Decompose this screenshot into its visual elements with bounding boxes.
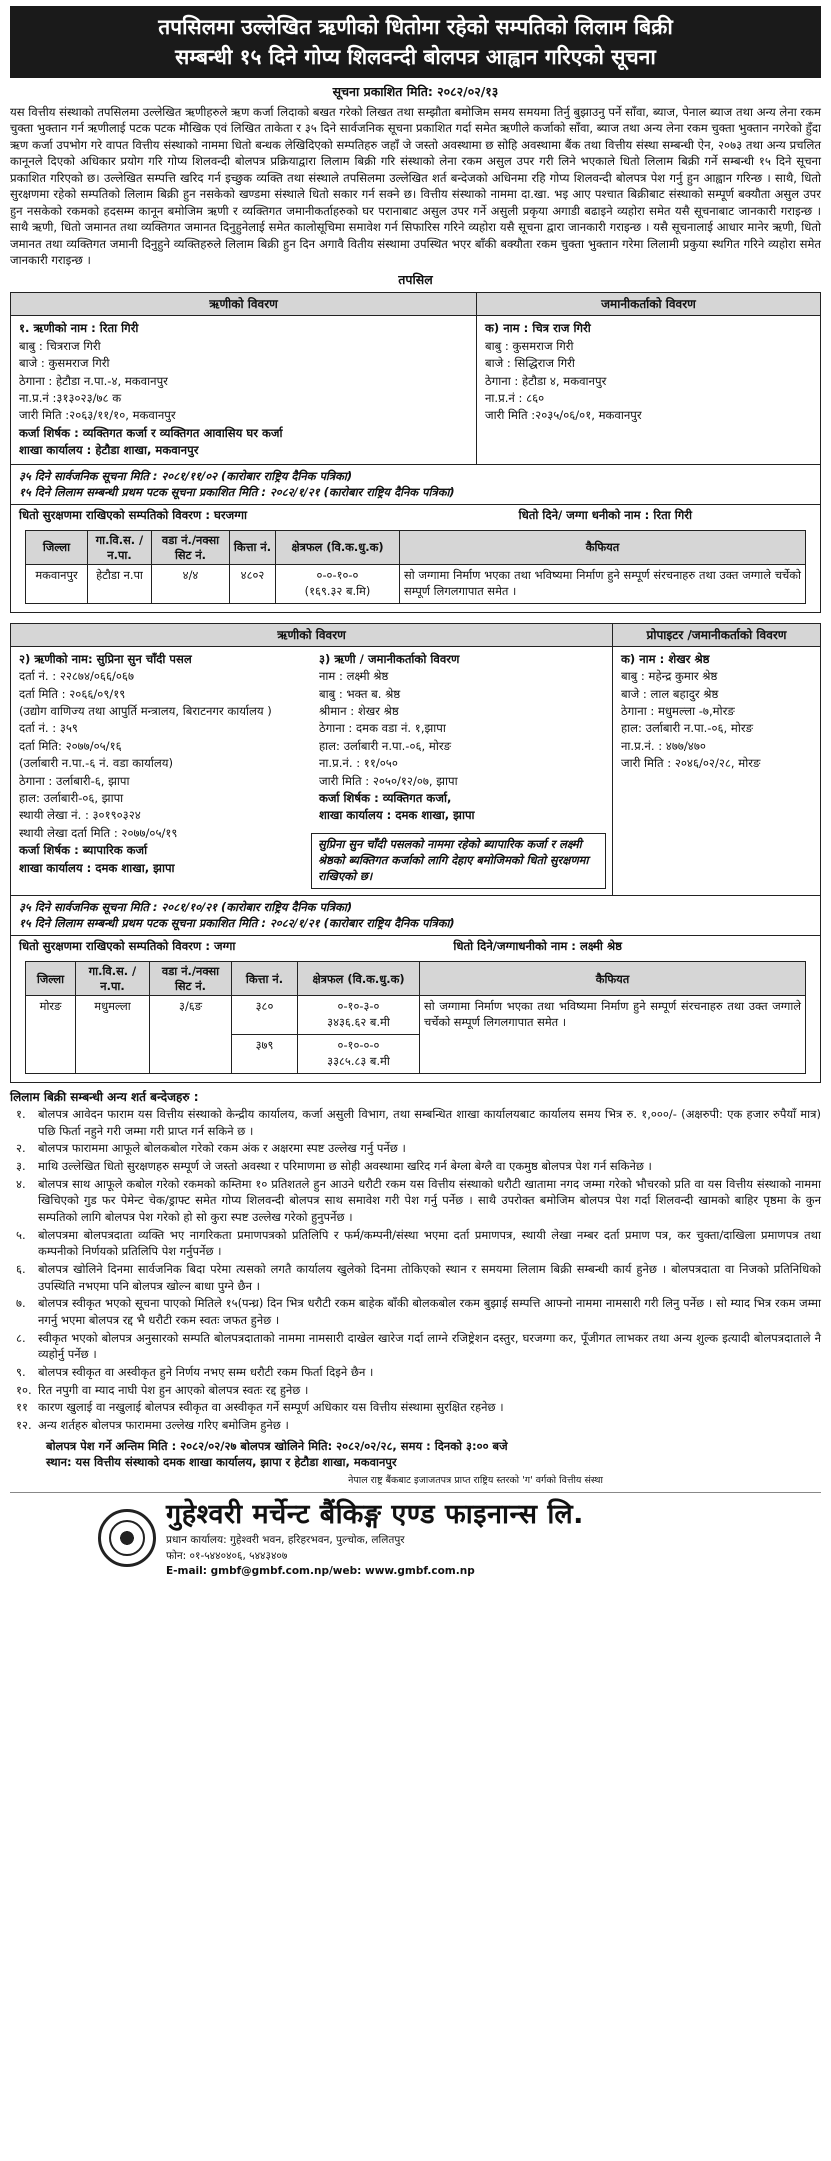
case-2-debtor-line: कर्जा शिर्षक : ब्यापारिक कर्जा (19, 843, 148, 858)
case-2-debtor-line: हाल: उर्लाबारी-०६, झापा (19, 791, 124, 806)
term-item (10, 1227, 821, 1260)
column-header: क्षेत्रफल (वि.क.धु.क) (276, 531, 400, 565)
case-2-debtor-column (11, 647, 311, 895)
case-2-debtor-line: दर्ता नं. : ३५९ (19, 721, 78, 736)
column-header: वडा नं./नक्सा सिट नं. (152, 531, 230, 565)
column-header: गा.वि.स. /न.पा. (88, 531, 152, 565)
term-item (10, 1176, 821, 1226)
area-cell (276, 564, 400, 603)
area-cell (298, 995, 420, 1034)
area-value-sqm: ३४३६.६२ ब.मी (327, 1014, 390, 1029)
term-text: बोलपत्र साथ आफूले कबोल गरेको रकमको कम्तिमा १० प्रतिशतले हुन आउने धरौटी रकम यस वित्तीय संस्थाको धरौटी खातामा नगद जम्मा गरेको भौचरको प्रति वा यस वित्तीय संस्थाको नाममा खिचिएको गुड फर पेमेन्ट चेक/ड्राफ्ट समेत गोप्य शिलवन्दी बोलपत्र साथ समावेश गरी पेश गर्नु पर्नेछ । साथै उपरोक्त बमोजिम बोलपत्र पेश गर्दा शिलवन्दी खामको बाहिर पृष्ठमा के कुन सम्पतिको लागि बोलपत्र पेश गरेको हो सो कुरा स्पष्ट उल्लेख गरेको हुनुपर्नेछ । (38, 1176, 821, 1225)
column-header: जिल्ला (26, 531, 88, 565)
term-number: ७. (16, 1296, 26, 1311)
term-number: १. (16, 1107, 26, 1121)
case-2-guarantor-b-line: श्रीमान : शेखर श्रेष्ठ (319, 704, 399, 719)
case-1-debtor-line: ना.प्र.नं :३१३०२३/७८ क (19, 391, 122, 406)
bank-info (166, 1497, 584, 1579)
case-1-guarantor-column (476, 293, 820, 463)
term-text: बोलपत्र आवेदन फाराम यस वित्तीय संस्थाको केन्द्रीय कार्यालय, कर्जा असुली विभाग, तथा सम्बन्धित शाखा कार्यालयबाट कार्यालय समय भित्र रु. १,०००/- (अक्षरुपी: एक हजार रुपैयाँ मात्र) पछि फिर्ता नहुने गरी जम्मा गरी प्राप्त गर्न सकिने छ । (38, 1107, 821, 1138)
case-1-owner-label: धितो दिने/ जग्गा धनीको नाम : रिता गिरी (518, 507, 692, 522)
term-text: बोलपत्रमा बोलपत्रदाता व्यक्ति भए नागरिकता प्रमाणपत्रको प्रतिलिपि र फर्म/कम्पनी/संस्था भएमा दर्ता प्रमाणपत्र, स्थायी लेखा नम्बर दर्ता प्रमाण पत्र, कर चुक्ता/दाखिला प्रमाणपत्र तथा कम्पनीको निर्णयको प्रतिलिपि पेश गर्नुपर्नेछ । (38, 1227, 821, 1259)
term-number: ११ (16, 1400, 28, 1415)
case-2-debtor-line: स्थायी लेखा दर्ता मिति : २०७७/०५/१९ (19, 825, 178, 840)
case-2-proprietor-line: बाजे : लाल बहादुर श्रेष्ठ (621, 686, 719, 701)
case-1-debtor-line: कर्जा शिर्षक : व्यक्तिगत कर्जा र व्यक्तिगत आवासिय घर कर्जा (19, 425, 283, 440)
kitta-cell: ३८० (232, 995, 298, 1034)
case-1-guarantor-line: ठेगाना : हेटौडा ४, मकवानपुर (485, 373, 607, 388)
case-2-guarantor-b-line: बाबु : भक्त ब. श्रेष्ठ (319, 686, 401, 701)
case-1-debtor-line: जारी मिति :२०६३/११/१०, मकवानपुर (19, 408, 176, 423)
column-header: जिल्ला (26, 962, 76, 996)
case-2-proprietor-line: ठेगाना : मधुमल्ला -७,मोरङ (621, 704, 735, 719)
case-1-guarantor-line: ना.प्र.नं : ८६० (485, 391, 545, 406)
case-1-guarantor-line: क) नाम : चित्र राज गिरी (485, 321, 591, 336)
regulator-line: नेपाल राष्ट्र बैंकबाट इजाजतपत्र प्राप्त राष्ट्रिय स्तरको 'ग' वर्गको वित्तीय संस्था (348, 1475, 603, 1487)
case-2-proprietor-line: बाबु : महेन्द्र कुमार श्रेष्ठ (621, 669, 718, 684)
term-text: रित नपुगी वा म्याद नाघी पेश हुन आएको बोलपत्र स्वतः रद्द हुनेछ । (38, 1382, 309, 1397)
term-item (10, 1399, 821, 1416)
case-1-debtor-line: बाबु : चित्रराज गिरी (19, 338, 101, 353)
table-row (26, 995, 806, 1034)
deadline-location: स्थान: यस वित्तीय संस्थाको दमक शाखा कार्यालय, झापा र हेटौडा शाखा, मकवानपुर (46, 1455, 397, 1470)
ward-cell: ४/४ (152, 564, 230, 603)
column-header: कित्ता नं. (232, 962, 298, 996)
term-item (10, 1140, 821, 1157)
kitta-cell: ३७९ (232, 1034, 298, 1073)
area-cell (298, 1034, 420, 1073)
deadline-dates: बोलपत्र पेश गर्ने अन्तिम मिति : २०८२/०२/२७ बोलपत्र खोलिने मिति: २०८२/०२/२८, समय : दिनको ३:०० बजे (46, 1438, 508, 1453)
case-1-notice-15: १५ दिने लिलाम सम्बन्धी प्रथम पटक सूचना प्रकाशित मिति : २०८२/१/२१ (कारोबार राष्ट्रिय दैनिक पत्रिका) (19, 485, 455, 500)
case-2-notice-15: १५ दिने लिलाम सम्बन्धी प्रथम पटक सूचना प्रकाशित मिति : २०८२/१/२१ (कारोबार राष्ट्रिय दैनिक पत्रिका) (19, 916, 455, 931)
area-value: ०-१०-३-० (337, 998, 380, 1013)
term-text: स्वीकृत भएको बोलपत्र अनुसारको सम्पति बोलपत्रदाताको नाममा नामसारी दाखेल खारेज गर्दा लाग्ने रजिष्ट्रेशन दस्तुर, घरजग्गा कर, पूँजीगत लाभकर तथा अन्य शुल्क इत्यादी बोलपत्रदाताले नै व्यहोर्नु पर्नेछ । (38, 1330, 821, 1362)
term-item (10, 1106, 821, 1139)
term-item (10, 1417, 821, 1434)
term-number: २. (16, 1141, 26, 1156)
bank-logo-icon (98, 1509, 156, 1567)
case-1-debtor-line: शाखा कार्यालय : हेटौडा शाखा, मकवानपुर (19, 443, 199, 458)
case-2-owner-label: धितो दिने/जग्गाधनीको नाम : लक्ष्मी श्रेष्ठ (453, 938, 622, 953)
banner-line-2: सम्बन्धी १५ दिने गोप्य शिलवन्दी बोलपत्र आह्वान गरिएको सूचना (175, 45, 656, 69)
column-header: कैफियत (400, 531, 806, 565)
case-1-guarantor-header: जमानीकर्ताको विवरण (477, 293, 820, 316)
case-2-debtor-line: स्थायी लेखा नं. : ३०१९०३२४ (19, 808, 141, 823)
case-2-proprietor-line: क) नाम : शेखर श्रेष्ठ (621, 651, 710, 666)
deadline-block (10, 1438, 821, 1471)
case-1-notice-35: ३५ दिने सार्वजनिक सूचना मिति : २०८१/११/०२ (कारोबार राष्ट्रिय दैनिक पत्रिका) (19, 468, 353, 483)
case-2-debtor-area (11, 624, 612, 895)
intro-paragraph: यस वित्तीय संस्थाको तपसिलमा उल्लेखित ऋणीहरुले ऋण कर्जा लिदाको बखत गरेको लिखत तथा सम्झौता बमोजिम समय समयमा तिर्नु बुझाउनु पर्ने साँवा, ब्याज, पेनाल ब्याज तथा अन्य लेना रकम चुक्ता भुक्तान गर्न ऋणीलाई पटक पटक मौखिक एवं लिखित ताकेता र ३५ दिने सार्वजनिक सूचना प्रकाशित गर्दा समेत ऋणीले कर्जाको साँवा, ब्याज तथा अन्य लेना रकम चुक्ता भुक्तान नगरेको हुँदा ऋण कर्जा उपभोग गरे वापत वित्तीय संस्थाको नाममा धितो बन्धक लेखिदिएको सम्पतिहरु जहाँ जे जस्तो अवस्थामा छ सोहि अवस्थामा बैंक तथा वित्तीय संस्था सम्बन्धी ऐन, २०७३ तथा अन्य प्रचलित कानूनले दिएको अधिकार प्रयोग गरि गोप्य शिलवन्दी बोलपत्र प्रक्रियाद्वारा लिलाम बिक्री गरि संस्थाको लेना रकम असुल उपर गरी लिने भएकाले धितो लिलाम बिक्री गर्ने सम्बन्धी १५ दिने सूचना प्रकाशित गरिएको छ। उल्लेखित सम्पत्ति खरिद गर्न इच्छुक व्यक्ति तथा संस्थाले तपसिलमा उल्लेखित शर्त बन्देजको अधिनमा रहि गोप्य शिलवन्दी बोलपत्र पेश गर्नु हुन आह्वान गरिन्छ । साथै, धितो सुरक्षणमा रहेको सम्पतिको लिलाम बिक्री हुन नसकेको खण्डमा संस्थाले धितो सकार गर्न सक्ने छ। वित्तीय संस्थाको नाममा दा.खा. भइ आए पश्चात बिक्रीबाट संस्थाको सम्पूर्ण बक्यौता असुल उपर हुन नसकेको रकमको हदसम्म कानून बमोजिम ऋणी र व्यक्तिगत जमानीकर्ताहरुको घर परानाबाट असुल उपर गर्ने असुली प्रकृया अगाडी बढाइने व्यहोरा समेत यसै सूचनाबाट जानकारी गराइन्छ । साथै ऋणी, धितो जमानत तथा व्यक्तिगत जमानत दिनुहुनेलाई समेत कालोसूचिमा समावेश गर्न सिफारिस गरिने व्यहोरा यसै सूचना द्वारा जानकारी गराइन्छ । यसै सूचनालाई आधार मानेर ऋणी, धितो जमानत तथा व्यक्तिगत जमानी दिनुहुने व्यक्तिहरुले लिलाम बिक्री हुन दिन अगावै वितीय संस्थामा उपस्थित भएर बाँकी बक्यौता रकम चुक्ता भुक्तान गरेमा लिलामी प्रकुया स्थगित गरिने व्यहोरा समेत जानकारी गराइन्छ । (10, 104, 821, 267)
case-2-guarantor-b-column (311, 647, 612, 895)
case-1-debtor-line: १. ऋणीको नाम : रिता गिरी (19, 321, 139, 336)
column-header: कैफियत (420, 962, 806, 996)
term-item (10, 1261, 821, 1294)
vdc-cell: हेटौडा न.पा (88, 564, 152, 603)
bank-email-web: E-mail: gmbf@gmbf.com.np/web: www.gmbf.com.np (166, 1564, 475, 1577)
case-2-security-label: धितो सुरक्षणमा राखिएको सम्पतिको विवरण : जग्गा (19, 938, 236, 953)
publish-date: सूचना प्रकाशित मिति: २०८२/०२/१३ (332, 84, 499, 99)
bank-phone: फोन: ०१-५४४०४०६, ५४४३४०७ (166, 1549, 288, 1562)
term-number: ४. (16, 1176, 26, 1191)
banner-line-1: तपसिलमा उल्लेखित ऋणीको धितोमा रहेको सम्पतिको लिलाम बिक्री (158, 15, 673, 39)
area-value: ०-०-१०-० (316, 567, 359, 582)
column-header: क्षेत्रफल (वि.क.धु.क) (298, 962, 420, 996)
kitta-cell: ४८०२ (230, 564, 276, 603)
area-value-sqm: ३३८५.८३ ब.मी (327, 1053, 390, 1068)
bank-address: प्रधान कार्यालय: गुहेश्वरी भवन, हरिहरभवन, पुल्चोक, ललितपुर (166, 1534, 405, 1547)
term-number: १०. (16, 1382, 32, 1397)
case-2-box (10, 623, 821, 1083)
ward-cell: ३/६ङ (150, 995, 232, 1073)
case-2-proprietor-column (612, 624, 820, 895)
term-text: कारण खुलाई वा नखुलाई बोलपत्र स्वीकृत वा अस्वीकृत गर्ने सम्पूर्ण अधिकार यस वित्तीय संस्थामा सुरक्षित रहनेछ । (38, 1400, 504, 1415)
term-number: ९. (16, 1365, 26, 1380)
term-number: ६. (16, 1262, 26, 1277)
details-heading: तपसिल (398, 272, 433, 288)
case-2-guarantor-b-line: ठेगाना : दमक वडा नं. १,झापा (319, 721, 446, 736)
term-text: बोलपत्र फाराममा आफूले बोलकबोल गरेको रकम अंक र अक्षरमा स्पष्ट उल्लेख गर्नु पर्नेछ । (38, 1141, 406, 1156)
case-2-property-table (25, 961, 806, 1073)
case-1-debtor-line: ठेगाना : हेटौडा न.पा.-४, मकवानपुर (19, 373, 168, 388)
area-value: ०-१०-०-० (337, 1037, 380, 1052)
case-2-proprietor-line: ना.प्र.नं. : ४७७/४७० (621, 738, 706, 753)
case-1-debtor-line: बाजे : कुसमराज गिरी (19, 356, 110, 371)
term-number: ८. (16, 1330, 26, 1345)
case-2-guarantor-b-line: कर्जा शिर्षक : व्यक्तिगत कर्जा, (319, 791, 452, 806)
bank-footer (10, 1492, 821, 1579)
column-header: कित्ता नं. (230, 531, 276, 565)
case-2-debtor-line: (उद्योग वाणिज्य तथा आपुर्ति मन्त्रालय, बिराटनगर कार्यालय ) (19, 704, 272, 719)
case-2-debtor-line: ठेगाना : उर्लाबारी-६, झापा (19, 773, 130, 788)
term-number: ५. (16, 1227, 26, 1242)
case-1-guarantor-line: बाजे : सिद्धिराज गिरी (485, 356, 575, 371)
column-header: गा.वि.स. /न.पा. (76, 962, 150, 996)
term-text: माथि उल्लेखित धितो सुरक्षणहरु सम्पूर्ण जे जस्तो अवस्था र परिमाणमा छ सोही अवस्थामा खरिद गर्न बेग्ला बेग्लै वा एकमुष्ठ बोलपत्र पेश गर्न सकिनेछ । (38, 1159, 652, 1174)
district-cell: मोरङ (26, 995, 76, 1073)
case-1-guarantor-line: जारी मिति :२०३५/०६/०१, मकवानपुर (485, 408, 642, 423)
case-1-guarantor-line: बाबु : कुसमराज गिरी (485, 338, 574, 353)
term-text: बोलपत्र स्वीकृत वा अस्वीकृत हुने निर्णय नभए सम्म धरौटी रकम फिर्ता दिइने छैन । (38, 1365, 374, 1380)
term-text: बोलपत्र खोलिने दिनमा सार्वजनिक बिदा परेमा त्यसको लगतै कार्यालय खुलेको दिनमा तोकिएको स्थान र समयमा लिलाम बिक्री सम्बन्धी कार्य हुनेछ । बोलपत्रदाता वा निजको प्रतिनिधिको उपस्थिति नभएमा पनि बोलपत्र खोल्न बाधा पुग्ने छैन । (38, 1262, 821, 1293)
term-item (10, 1364, 821, 1381)
case-2-proprietor-header: प्रोपाइटर /जमानीकर्ताको विवरण (613, 624, 820, 647)
remarks-cell: सो जग्गामा निर्माण भएका तथा भविष्यमा निर्माण हुने सम्पूर्ण संरचनाहरु तथा उक्त जग्गाले चर्चेको सम्पूर्ण लिगलगापात समेत । (400, 564, 806, 603)
column-header: वडा नं./नक्सा सिट नं. (150, 962, 232, 996)
case-2-proprietor-line: हाल: उर्लाबारी न.पा.-०६, मोरङ (621, 721, 753, 736)
case-2-guarantor-b-line: हाल: उर्लाबारी न.पा.-०६, मोरङ (319, 738, 451, 753)
term-text: अन्य शर्तहरु बोलपत्र फाराममा उल्लेख गरिए बमोजिम हुनेछ । (38, 1418, 289, 1433)
case-1-security-line (11, 504, 820, 527)
vdc-cell: मधुमल्ला (76, 995, 150, 1073)
case-1-notice-block (11, 464, 820, 504)
term-item (10, 1158, 821, 1175)
terms-title: लिलाम बिक्री सम्बन्धी अन्य शर्त बन्देजहरु : (10, 1089, 199, 1104)
case-2-notice-block (11, 895, 820, 935)
term-item (10, 1330, 821, 1363)
case-2-guarantor-b-line: शाखा कार्यालय : दमक शाखा, झापा (319, 808, 475, 823)
case-2-debtor-line: दर्ता नं. : २२८७४/०६६/०६७ (19, 669, 134, 684)
case-1-debtor-header: ऋणीको विवरण (11, 293, 476, 316)
term-text: बोलपत्र स्वीकृत भएको सूचना पाएको मितिले १५(पन्ध्र) दिन भित्र धरौटी रकम बाहेक बाँकी बोलकबोल रकम बुझाई सम्पत्ति आफ्नो नाममा नामसारी गरी लिनु पर्नेछ । सो म्याद भित्र रकम जम्मा नगर्नु भएमा बोलपत्र रद्द भै धरौटी रकम स्वतः जफत हुनेछ । (38, 1296, 821, 1328)
case-1-box (10, 292, 821, 612)
case-2-guarantor-b-line: ३) ऋणी / जमानीकर्ताको विवरण (319, 651, 460, 666)
area-value-sqm: (१६९.३२ ब.मि) (304, 583, 371, 598)
table-row (26, 564, 806, 603)
case-2-guarantor-b-line: नाम : लक्ष्मी श्रेष्ठ (319, 669, 389, 684)
case-2-debtor-line: २) ऋणीको नाम: सुप्रिना सुन चाँदी पसल (19, 651, 192, 666)
bank-name: गुहेश्वरी मर्चेन्ट बैंकिङ्ग एण्ड फाइनान्स लि. (166, 1498, 584, 1530)
case-2-notice-35: ३५ दिने सार्वजनिक सूचना मिति : २०८१/१०/२१ (कारोबार राष्ट्रिय दैनिक पत्रिका) (19, 899, 353, 914)
term-item (10, 1382, 821, 1399)
notice-banner (10, 6, 821, 78)
case-2-debtor-line: (उर्लाबारी न.पा.-६ नं. वडा कार्यालय) (19, 756, 173, 771)
case-1-security-label: धितो सुरक्षणमा राखिएको सम्पतिको विवरण : घरजग्गा (19, 507, 248, 522)
term-item (10, 1295, 821, 1328)
case-1-debtor-column (11, 293, 476, 463)
district-cell: मकवानपुर (26, 564, 88, 603)
terms-list (10, 1106, 821, 1434)
case-2-debtor-line: दर्ता मिति: २०७७/०५/१६ (19, 738, 122, 753)
case-2-proprietor-line: जारी मिति : २०४६/०२/२८, मोरङ (621, 756, 761, 771)
case-1-property-table (25, 530, 806, 603)
term-number: १२. (16, 1418, 32, 1433)
case-2-debtor-header: ऋणीको विवरण (11, 624, 612, 647)
term-number: ३. (16, 1159, 26, 1174)
case-2-debtor-line: शाखा कार्यालय : दमक शाखा, झापा (19, 860, 175, 875)
case-2-guarantor-b-line: जारी मिति : २०५०/१२/०७, झापा (319, 773, 458, 788)
case-2-guarantor-b-line: ना.प्र.नं. : ११/०५० (319, 756, 398, 771)
case-2-security-line (11, 935, 820, 958)
case-2-debtor-line: दर्ता मिति : २०६६/०९/१९ (19, 686, 126, 701)
case-2-guarantee-note: सुप्रिना सुन चाँदी पसलको नाममा रहेको ब्यापारिक कर्जा र लक्ष्मी श्रेष्ठको ब्यक्तिगत कर्जाको लागि देहाए बमोजिमको धितो सुरक्षणमा राखिएको छ। (311, 833, 606, 889)
remarks-cell: सो जग्गामा निर्माण भएका तथा भविष्यमा निर्माण हुने सम्पूर्ण संरचनाहरु तथा उक्त जग्गाले चर्चेको सम्पूर्ण लिगलगापात समेत । (420, 995, 806, 1073)
